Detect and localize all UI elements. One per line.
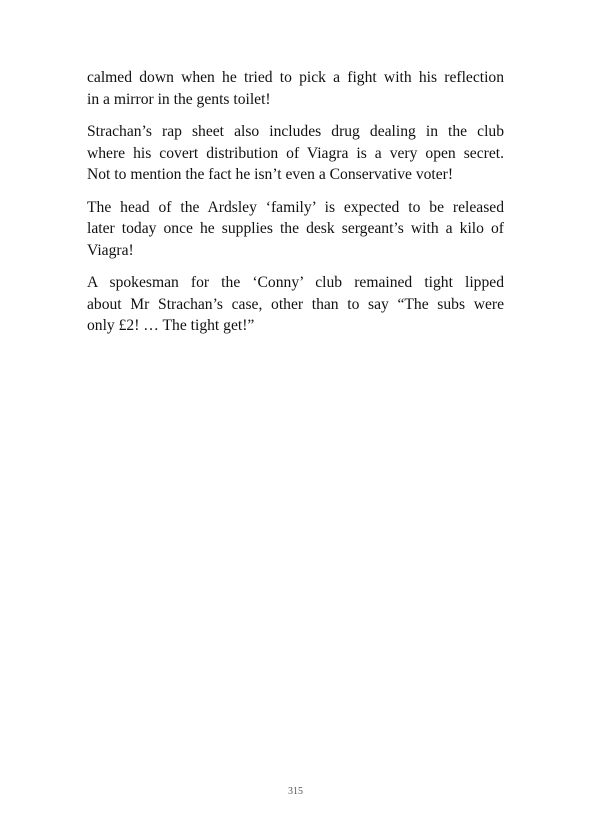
text-line: Strachan’s rap sheet also includes drug dealing in the club: [87, 123, 504, 140]
text-line: in a mirror in the gents toilet!: [87, 90, 271, 108]
text-line: about Mr Strachan’s case, other than to say “The subs were: [87, 295, 504, 313]
text-line: Viagra!: [87, 241, 134, 259]
text-line: A spokesman for the ‘Conny’ club remained tight lipped: [87, 274, 504, 291]
paragraph-4: [87, 272, 504, 337]
text-line: only £2! … The tight get!”: [87, 317, 255, 334]
text-line: later today once he supplies the desk sergeant’s with a kilo of: [87, 220, 504, 237]
text-line: The head of the Ardsley ‘family’ is expected to be released: [87, 198, 504, 216]
text-line: calmed down when he tried to pick a fight with his reflection: [87, 69, 504, 86]
text-line: where his covert distribution of Viagra is a very open secret.: [87, 144, 504, 162]
paragraph-3: [87, 197, 504, 262]
page-number: 315: [288, 786, 303, 797]
paragraph-2: [87, 121, 504, 186]
text-line: Not to mention the fact he isn’t even a Conservative voter!: [87, 166, 454, 183]
paragraph-1: [87, 67, 504, 110]
body-text: [87, 67, 504, 348]
